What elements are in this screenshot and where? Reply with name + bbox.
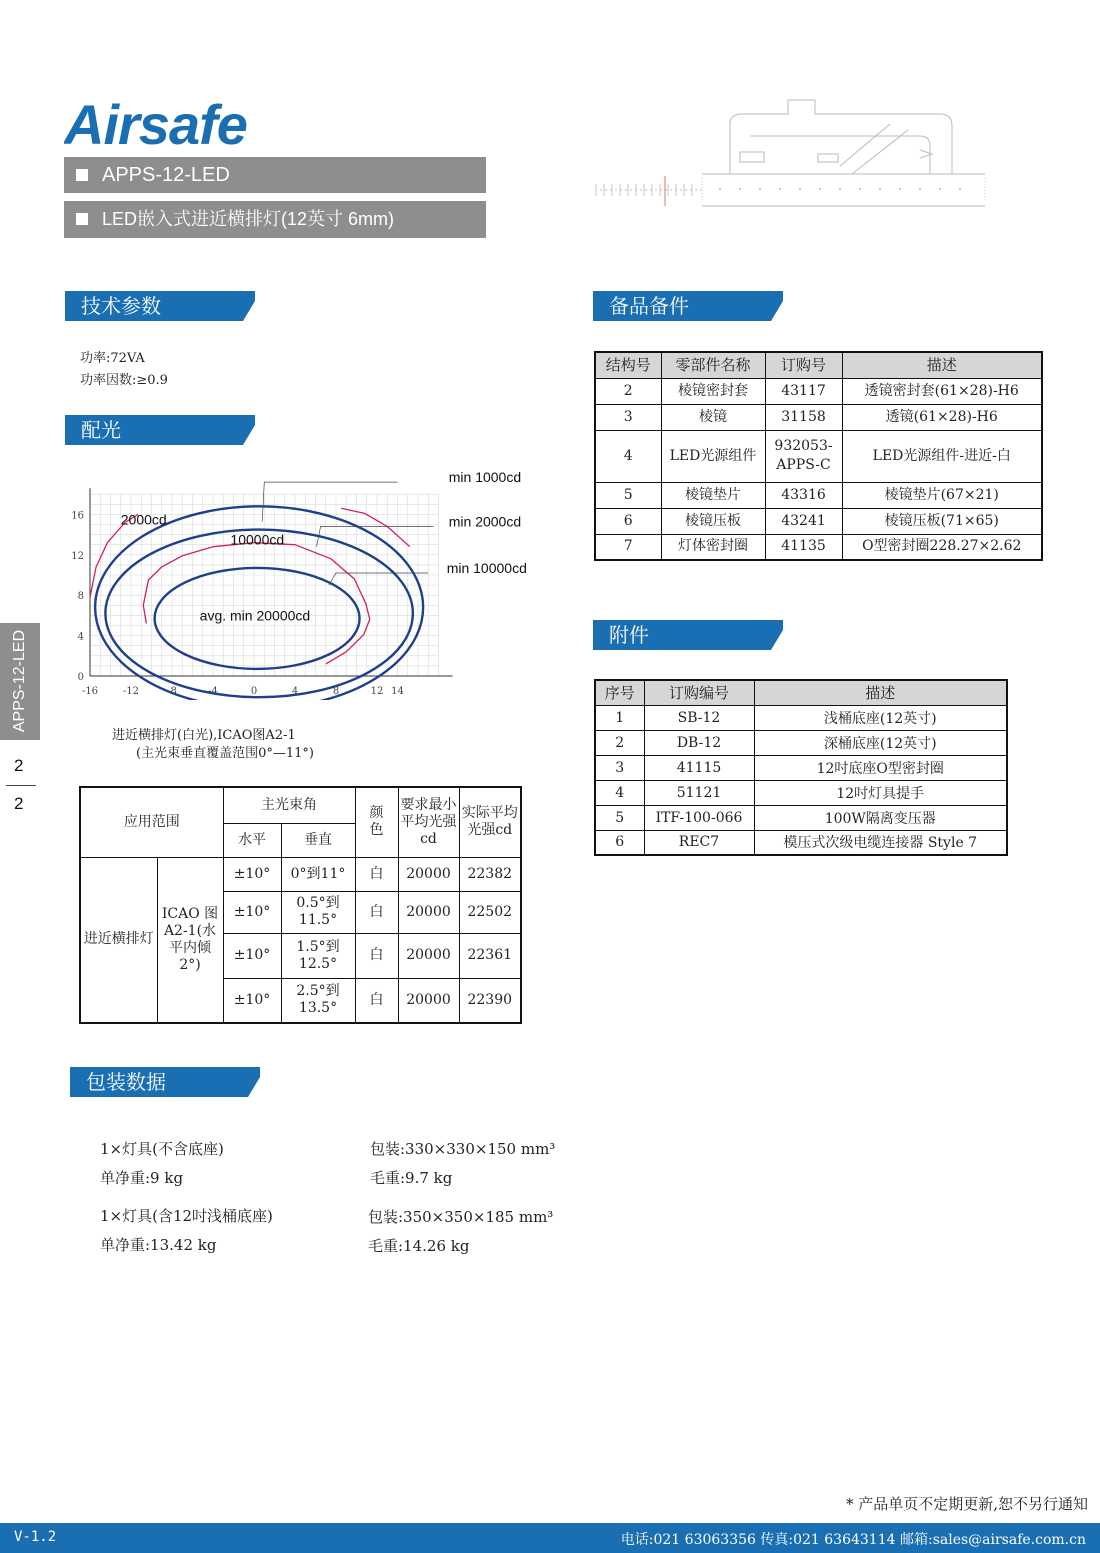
y-tick-label: 12 — [71, 550, 84, 562]
section-title: 配光 — [81, 418, 121, 442]
section-header-spares — [593, 291, 783, 321]
table-cell: 模压式次级电缆连接器 Style 7 — [754, 830, 1007, 855]
measured-curve — [341, 508, 410, 546]
pack-gross2: 毛重:14.26 kg — [368, 1237, 470, 1255]
table-cell: 100W隔离变压器 — [754, 805, 1007, 830]
chart-label: min 2000cd — [448, 513, 522, 530]
side-tab-label: APPS-12-LED — [11, 629, 28, 733]
table-cell: DB-12 — [644, 730, 754, 755]
spare-parts-table — [594, 351, 1043, 561]
table-cell: 43241 — [765, 508, 842, 534]
table-cell: 41115 — [644, 755, 754, 780]
table-cell: 棱镜垫片(67×21) — [842, 482, 1042, 508]
chart-caption-line2: (主光束垂直覆盖范围0°—11°) — [136, 746, 314, 761]
table-cell: 7 — [595, 534, 661, 560]
y-tick-label: 16 — [71, 510, 84, 522]
table-cell: 浅桶底座(12英寸) — [754, 705, 1007, 730]
header-cell: 实际平均光强cd — [459, 787, 521, 857]
table-cell: 透镜(61×28)-H6 — [842, 404, 1042, 430]
table-cell: 5 — [595, 805, 644, 830]
model-title-bar — [64, 157, 486, 193]
chart-caption — [112, 727, 314, 763]
cell: 白 — [355, 978, 398, 1023]
chart-label: 2000cd — [120, 511, 167, 528]
table-cell: LED光源组件-进近-白 — [842, 430, 1042, 482]
pack-item1: 1×灯具(不含底座) — [100, 1140, 224, 1158]
product-title-bar — [64, 201, 486, 238]
table-cell: 棱镜压板 — [661, 508, 765, 534]
section-title: 包装数据 — [86, 1070, 166, 1094]
cell: ±10° — [223, 891, 281, 933]
table-row — [595, 830, 1007, 855]
table-row — [595, 404, 1042, 430]
table-row — [595, 755, 1007, 780]
chart-caption-line1: 进近横排灯(白光),ICAO图A2-1 — [112, 728, 296, 743]
table-cell: 3 — [595, 404, 661, 430]
x-tick-label: 14 — [391, 686, 404, 697]
table-cell: 31158 — [765, 404, 842, 430]
header-cell: 颜色 — [355, 787, 398, 857]
tech-specs — [80, 348, 168, 392]
cell: ±10° — [223, 978, 281, 1023]
header-cell: 订购编号 — [644, 680, 754, 705]
chart-label: min 10000cd — [446, 559, 527, 576]
beam-spec-table — [79, 786, 522, 1024]
pack-size1: 包装:330×330×150 mm³ — [370, 1140, 556, 1158]
accessories-table — [594, 679, 1008, 856]
table-cell: LED光源组件 — [661, 430, 765, 482]
table-cell: 1 — [595, 705, 644, 730]
cell: ±10° — [223, 933, 281, 978]
table-header-row — [595, 352, 1042, 378]
table-cell: 43316 — [765, 482, 842, 508]
table-row — [595, 780, 1007, 805]
page-divider — [6, 785, 36, 786]
bullet-square-icon — [76, 169, 88, 181]
cell: 20000 — [398, 933, 459, 978]
x-tick-label: -16 — [81, 686, 99, 697]
pack-gross1: 毛重:9.7 kg — [370, 1169, 453, 1187]
cell: 22390 — [459, 978, 521, 1023]
table-cell: 棱镜垫片 — [661, 482, 765, 508]
table-cell: REC7 — [644, 830, 754, 855]
table-cell: 灯体密封圈 — [661, 534, 765, 560]
table-cell: ITF-100-066 — [644, 805, 754, 830]
product-name: LED嵌入式进近横排灯(12英寸 6mm) — [102, 209, 395, 229]
model-name: APPS-12-LED — [102, 164, 230, 186]
cell-application: 进近横排灯 — [80, 857, 157, 1023]
cell: 22361 — [459, 933, 521, 978]
spec-power: 功率:72VA — [80, 351, 145, 366]
header-cell: 零部件名称 — [661, 352, 765, 378]
header-cell: 描述 — [842, 352, 1042, 378]
table-cell: 12吋底座O型密封圈 — [754, 755, 1007, 780]
pack-size2: 包装:350×350×185 mm³ — [368, 1208, 554, 1226]
airsafe-logo — [64, 96, 326, 152]
section-header-light — [65, 415, 255, 445]
contact-info: 电话:021 63063356 传真:021 63643114 邮箱:sales@airsafe.com.cn — [620, 1532, 1086, 1548]
table-row — [595, 730, 1007, 755]
y-tick-label: 4 — [77, 631, 84, 643]
cell: 20000 — [398, 978, 459, 1023]
pack-item2: 1×灯具(含12吋浅桶底座) — [100, 1207, 273, 1225]
header-cell: 结构号 — [595, 352, 661, 378]
cell: 22502 — [459, 891, 521, 933]
header-cell: 要求最小平均光强cd — [398, 787, 459, 857]
header-cell: 水平 — [223, 823, 281, 857]
table-row — [80, 857, 521, 891]
update-notice: * 产品单页不定期更新,恕不另行通知 — [845, 1495, 1088, 1513]
x-tick-label: -8 — [167, 686, 177, 697]
table-cell: 2 — [595, 730, 644, 755]
header-cell: 主光束角 — [223, 787, 355, 823]
cell: 白 — [355, 891, 398, 933]
chart-label: min 1000cd — [448, 469, 522, 486]
table-cell: 5 — [595, 482, 661, 508]
y-tick-label: 0 — [77, 672, 84, 683]
section-title: 技术参数 — [81, 294, 161, 318]
x-tick-label: 8 — [332, 686, 340, 697]
spare-table-body — [595, 378, 1042, 560]
table-cell: 棱镜密封套 — [661, 378, 765, 404]
table-header-row — [595, 680, 1007, 705]
chart-labels — [121, 469, 527, 623]
section-title: 备品备件 — [609, 294, 689, 318]
table-row — [595, 482, 1042, 508]
cell: 20000 — [398, 857, 459, 891]
cell: 白 — [355, 857, 398, 891]
x-tick-label: 0 — [250, 686, 258, 697]
cell: 0°到11° — [281, 857, 355, 891]
header-cell: 应用范围 — [80, 787, 223, 857]
cell: 20000 — [398, 891, 459, 933]
table-row — [595, 705, 1007, 730]
table-cell: 4 — [595, 780, 644, 805]
table-row — [595, 508, 1042, 534]
side-model-tab — [0, 623, 40, 740]
header-cell: 垂直 — [281, 823, 355, 857]
cell: 22382 — [459, 857, 521, 891]
pack-net2: 单净重:13.42 kg — [100, 1236, 217, 1254]
accessory-table-body — [595, 705, 1007, 855]
table-cell: 深桶底座(12英寸) — [754, 730, 1007, 755]
table-row — [595, 805, 1007, 830]
table-cell: 棱镜 — [661, 404, 765, 430]
airport-layout-illustration — [590, 96, 990, 218]
table-cell: 6 — [595, 830, 644, 855]
page-total: 2 — [14, 794, 24, 813]
header-cell: 序号 — [595, 680, 644, 705]
cell: ±10° — [223, 857, 281, 891]
table-cell: 932053-APPS-C — [765, 430, 842, 482]
light-distribution-chart — [64, 465, 564, 700]
table-header-row — [80, 787, 521, 823]
footer-bar — [0, 1523, 1100, 1553]
y-tick-label: 8 — [77, 591, 84, 603]
table-cell: 12吋灯具提手 — [754, 780, 1007, 805]
chart-label: 10000cd — [230, 531, 285, 548]
header-cell: 描述 — [754, 680, 1007, 705]
table-row — [595, 430, 1042, 482]
cell: 1.5°到12.5° — [281, 933, 355, 978]
section-header-packaging — [70, 1067, 260, 1097]
cell-icao: ICAO 图A2-1(水平内倾2°) — [157, 857, 223, 1023]
spec-power-factor: 功率因数:≥0.9 — [80, 373, 168, 388]
section-title: 附件 — [609, 623, 649, 647]
cell: 0.5°到11.5° — [281, 891, 355, 933]
table-cell: 3 — [595, 755, 644, 780]
cell: 2.5°到13.5° — [281, 978, 355, 1023]
bullet-square-icon — [76, 213, 88, 225]
pack-net1: 单净重:9 kg — [100, 1169, 184, 1187]
table-cell: 43117 — [765, 378, 842, 404]
table-row — [595, 378, 1042, 404]
section-header-accessories — [593, 620, 783, 650]
table-cell: 4 — [595, 430, 661, 482]
table-cell: 51121 — [644, 780, 754, 805]
table-cell: 41135 — [765, 534, 842, 560]
table-cell: 6 — [595, 508, 661, 534]
x-tick-label: -12 — [122, 686, 140, 697]
table-cell: 2 — [595, 378, 661, 404]
table-cell: O型密封圈228.27×2.62 — [842, 534, 1042, 560]
chart-label: avg. min 20000cd — [199, 607, 311, 624]
page-number: 2 — [14, 756, 24, 775]
x-tick-label: 4 — [291, 686, 299, 697]
section-header-tech — [65, 291, 255, 321]
table-cell: SB-12 — [644, 705, 754, 730]
table-cell: 透镜密封套(61×28)-H6 — [842, 378, 1042, 404]
table-row — [595, 534, 1042, 560]
x-tick-label: 12 — [370, 686, 384, 697]
table-cell: 棱镜压板(71×65) — [842, 508, 1042, 534]
cell: 白 — [355, 933, 398, 978]
logo-text: Airsafe — [64, 96, 247, 152]
x-tick-label: -4 — [208, 686, 218, 697]
version-label: V-1.2 — [14, 1529, 57, 1545]
header-cell: 订购号 — [765, 352, 842, 378]
